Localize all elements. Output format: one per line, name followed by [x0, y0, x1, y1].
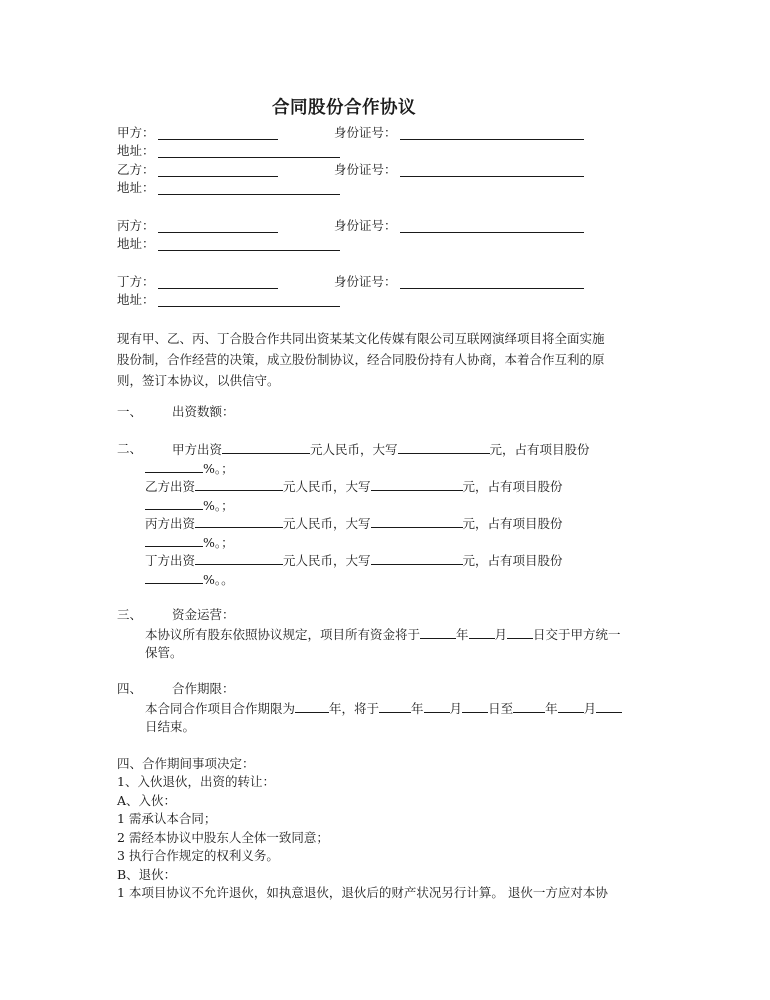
amount-words-blank: [398, 440, 490, 454]
sec4-line-1: [145, 699, 622, 718]
start-year-blank: [379, 699, 411, 713]
share-blank: [145, 496, 203, 510]
month-blank: [469, 625, 495, 639]
share-line-jia: [145, 459, 234, 478]
sec3-number: 三、: [117, 607, 143, 622]
day-tail: 日交于甲方统一: [533, 627, 621, 642]
contribution-tail: 元，占有项目股份: [462, 479, 563, 494]
contribution-party: 丙方出资: [145, 516, 196, 531]
start-year-label: 年: [411, 701, 424, 716]
amount-blank: [195, 514, 283, 528]
share-blank: [145, 459, 203, 473]
contribution-party: 丁方出资: [145, 553, 196, 568]
party-bing-addr-label: 地址：: [117, 236, 155, 251]
sec5-item: 3 执行合作规定的权利义务。: [117, 848, 279, 863]
party-yi-addr-blank: [158, 194, 340, 195]
party-bing-addr-blank: [158, 250, 340, 251]
sec2-number: 二、: [117, 441, 143, 456]
preamble-line: 股份制，合作经营的决策，成立股份制协议，经合同股份持有人协商，本着合作互利的原: [117, 352, 605, 367]
party-ding-id-blank: [400, 288, 584, 289]
party-bing-id-label: 身份证号：: [334, 218, 397, 233]
party-jia-id-blank: [400, 139, 584, 140]
sec5-heading: 四、合作期间事项决定：: [117, 756, 255, 771]
party-jia-id-label: 身份证号：: [334, 125, 397, 140]
party-ding-addr-label: 地址：: [117, 292, 155, 307]
start-month-blank: [424, 699, 450, 713]
sec1-number: 一、: [117, 404, 143, 419]
years-label: 年，将于: [329, 701, 380, 716]
sec5-item: A、入伙：: [117, 793, 177, 808]
contribution-row-yi: [145, 477, 563, 496]
contribution-tail: 元，占有项目股份: [462, 516, 563, 531]
page-title: 合同股份合作协议: [272, 98, 416, 118]
sec5-item: B、退伙：: [117, 867, 177, 882]
share-suffix: %。；: [203, 535, 234, 550]
party-yi-id-label: 身份证号：: [334, 162, 397, 177]
party-ding-name-blank: [158, 288, 278, 289]
party-yi-label: 乙方：: [117, 162, 155, 177]
share-line-yi: [145, 496, 234, 515]
contribution-party: 乙方出资: [145, 479, 196, 494]
preamble-line: 则，签订本协议，以供信守。: [117, 373, 280, 388]
party-ding-addr-blank: [158, 306, 340, 307]
sec4-number: 四、: [117, 681, 143, 696]
share-suffix: %。；: [203, 498, 234, 513]
amount-words-blank: [371, 477, 463, 491]
party-bing-name-blank: [158, 232, 278, 233]
party-jia-name-blank: [158, 139, 278, 140]
years-blank: [295, 699, 329, 713]
end-month-blank: [558, 699, 584, 713]
preamble-line: 现有甲、乙、丙、丁合股合作共同出资某某文化传媒有限公司互联网演绎项目将全面实施: [117, 331, 605, 346]
amount-words-blank: [371, 514, 463, 528]
sec3-text: 本协议所有股东依照协议规定，项目所有资金将于: [145, 627, 421, 642]
day-blank: [507, 625, 533, 639]
party-yi-name-blank: [158, 176, 278, 177]
month-label: 月: [494, 627, 508, 642]
start-day-label: 日至: [488, 701, 514, 716]
sec4-text: 本合同合作项目合作期限为: [145, 701, 296, 716]
party-bing-id-blank: [400, 232, 584, 233]
sec1-heading: 出资数额：: [172, 404, 235, 419]
contribution-mid: 元人民币，大写: [283, 516, 371, 531]
amount-blank: [222, 440, 310, 454]
year-blank: [420, 625, 456, 639]
contribution-row-bing: [145, 514, 563, 533]
end-day-blank: [596, 699, 622, 713]
amount-blank: [195, 551, 283, 565]
contribution-mid: 元人民币，大写: [283, 553, 371, 568]
contribution-party: 甲方出资: [172, 442, 223, 457]
end-month-label: 月: [583, 701, 597, 716]
start-month-label: 月: [449, 701, 463, 716]
sec3-heading: 资金运营：: [172, 607, 235, 622]
share-line-bing: [145, 533, 234, 552]
contribution-tail: 元，占有项目股份: [462, 553, 563, 568]
sec4-heading: 合作期限：: [172, 681, 235, 696]
sec3-line-2: 保管。: [145, 645, 183, 660]
start-day-blank: [462, 699, 488, 713]
contribution-mid: 元人民币，大写: [283, 479, 371, 494]
year-label: 年: [456, 627, 469, 642]
contribution-row-jia: [172, 440, 590, 459]
contribution-mid: 元人民币，大写: [310, 442, 398, 457]
party-jia-label: 甲方：: [117, 125, 155, 140]
party-bing-label: 丙方：: [117, 218, 155, 233]
end-year-label: 年: [545, 701, 558, 716]
party-ding-label: 丁方：: [117, 274, 155, 289]
sec5-item: 1 本项目协议不允许退伙，如执意退伙，退伙后的财产状况另行计算。 退伙一方应对本协: [117, 885, 608, 900]
share-suffix: %。；: [203, 461, 234, 476]
party-ding-id-label: 身份证号：: [334, 274, 397, 289]
party-jia-addr-label: 地址：: [117, 143, 155, 158]
contribution-row-ding: [145, 551, 563, 570]
sec5-item: 1 需承认本合同；: [117, 811, 217, 826]
end-year-blank: [513, 699, 545, 713]
share-blank: [145, 533, 203, 547]
amount-blank: [195, 477, 283, 491]
sec5-item: 1、入伙退伙，出资的转让：: [117, 774, 275, 789]
party-yi-id-blank: [400, 176, 584, 177]
party-yi-addr-label: 地址：: [117, 180, 155, 195]
party-jia-addr-blank: [158, 157, 340, 158]
amount-words-blank: [371, 551, 463, 565]
sec4-line-2: 日结束。: [145, 719, 196, 734]
share-line-ding: [145, 570, 234, 589]
sec5-item: 2 需经本协议中股东人全体一致同意；: [117, 830, 329, 845]
share-blank: [145, 570, 203, 584]
sec3-line-1: [145, 625, 621, 644]
contribution-tail: 元，占有项目股份: [489, 442, 590, 457]
share-suffix: %。。: [203, 572, 234, 587]
